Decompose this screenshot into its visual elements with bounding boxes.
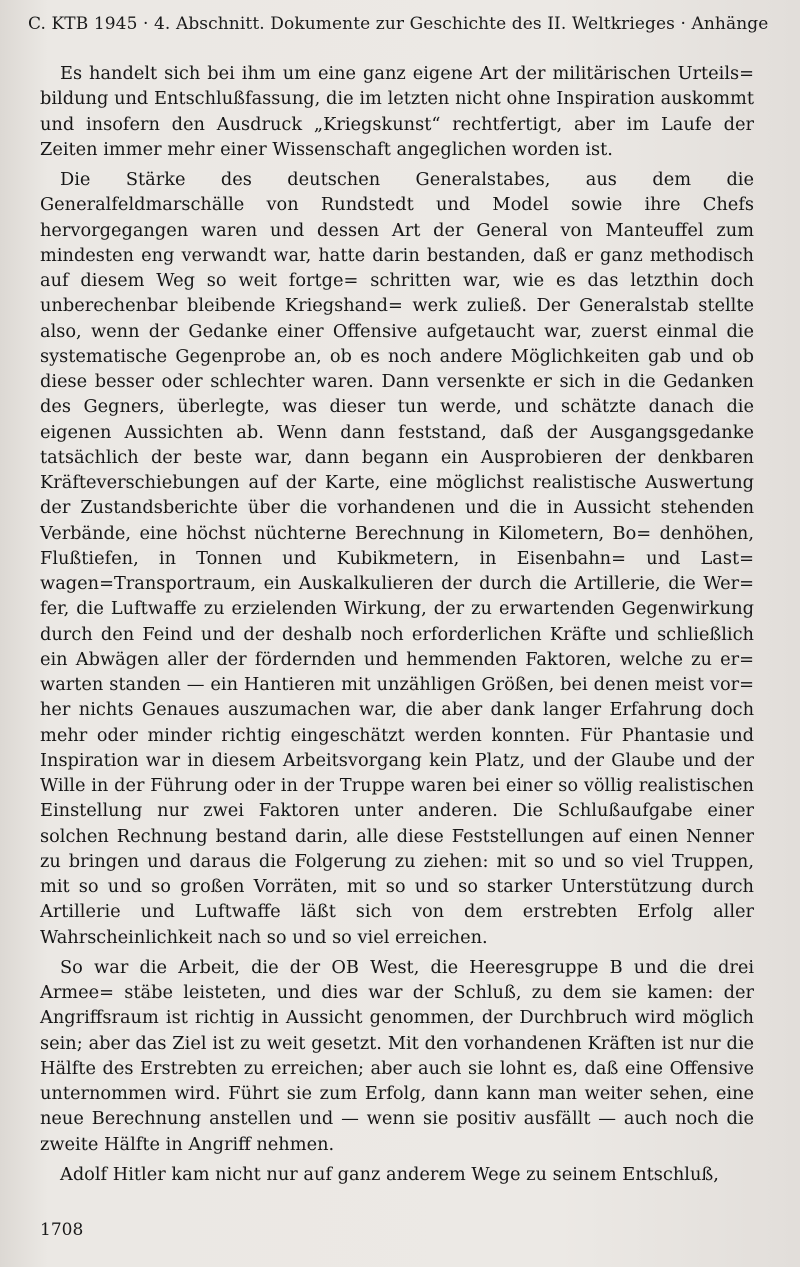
paragraph-2: Die Stärke des deutschen Generalstabes, aus dem die Generalfeldmarschälle von Rundstedt und Model sowie ihre Chefs hervorgegangen waren und dessen Art der General von Manteuffel zum mindesten eng verwandt war, hatte darin bestanden, daß er ganz methodisch auf diesem Weg so weit fortge= schritten war, wie es das letzthin doch unberechenbar bleibende Kriegshand= werk zuließ. Der Generalstab stellte also, wenn der Gedanke einer Offensive aufgetaucht war, zuerst einmal die systematische Gegenprobe an, ob es noch andere Möglichkeiten gab und ob diese besser oder schlechter waren. Dann versenkte er sich in die Gedanken des Gegners, überlegte, was dieser tun werde, und schätzte danach die eigenen Aussichten ab. Wenn dann feststand, daß der Ausgangsgedanke tatsächlich der beste war, dann begann ein Ausprobieren der denkbaren Kräfteverschiebungen auf der Karte, eine möglichst realistische Auswertung der Zustandsberichte über die vorhandenen und die in Aussicht stehenden Verbände, eine höchst nüchterne Berechnung in Kilometern, Bo= denhöhen, Flußtiefen, in Tonnen und Kubikmetern, in Eisenbahn= und Last= wagen=Transportraum, ein Auskalkulieren der durch die Artillerie, die Wer= fer, die Luftwaffe zu erzielenden Wirkung, der zu erwartenden Gegenwirkung durch den Feind und der deshalb noch erforderlichen Kräfte und schließlich ein Abwägen aller der fördernden und hemmenden Faktoren, welche zu er= warten standen — ein Hantieren mit unzähligen Größen, bei denen meist vor= her nichts Genaues auszumachen war, die aber dank langer Erfahrung doch mehr oder minder richtig eingeschätzt werden konnten. Für Phantasie und Inspiration war in diesem Arbeitsvorgang kein Platz, und der Glaube und der Wille in der Führung oder in der Truppe waren bei einer so völlig realistischen Einstellung nur zwei Faktoren unter anderen. Die Schlußaufgabe einer solchen Rechnung bestand darin, alle diese Feststellungen auf einen Nenner zu bringen und daraus die Folgerung zu ziehen: mit so und so viel Truppen, mit so und so großen Vorräten, mit so und so starker Unterstützung durch Artillerie und Luftwaffe läßt sich von dem erstrebten Erfolg aller Wahrscheinlichkeit nach so und so viel erreichen.: [40, 170, 754, 948]
paragraph-1: Es handelt sich bei ihm um eine ganz eigene Art der militärischen Urteils= bildung und Entschlußfassung, die im letzten nicht ohne Inspiration auskommt und insofern den Ausdruck „Kriegskunst“ rechtfertigt, aber im Laufe der Zeiten immer mehr einer Wissenschaft angeglichen worden ist.: [40, 64, 754, 160]
paragraph-4: Adolf Hitler kam nicht nur auf ganz anderem Wege zu seinem Entschluß,: [60, 1164, 719, 1185]
running-header: C. KTB 1945 · 4. Abschnitt. Dokumente zur Geschichte des II. Weltkrieges · Anhänge: [28, 14, 769, 34]
body-text: [40, 62, 754, 1193]
paragraph-3: So war die Arbeit, die der OB West, die Heeresgruppe B und die drei Armee= stäbe leisteten, und dies war der Schluß, zu dem sie kamen: der Angriffsraum ist richtig in Aussicht genommen, der Durchbruch wird möglich sein; aber das Ziel ist zu weit gesetzt. Mit den vorhandenen Kräften ist nur die Hälfte des Erstrebten zu erreichen; aber auch sie lohnt es, daß eine Offensive unternommen wird. Führt sie zum Erfolg, dann kann man weiter sehen, eine neue Berechnung anstellen und — wenn sie positiv ausfällt — auch noch die zweite Hälfte in Angriff nehmen.: [40, 957, 754, 1155]
page-number: 1708: [40, 1220, 84, 1240]
